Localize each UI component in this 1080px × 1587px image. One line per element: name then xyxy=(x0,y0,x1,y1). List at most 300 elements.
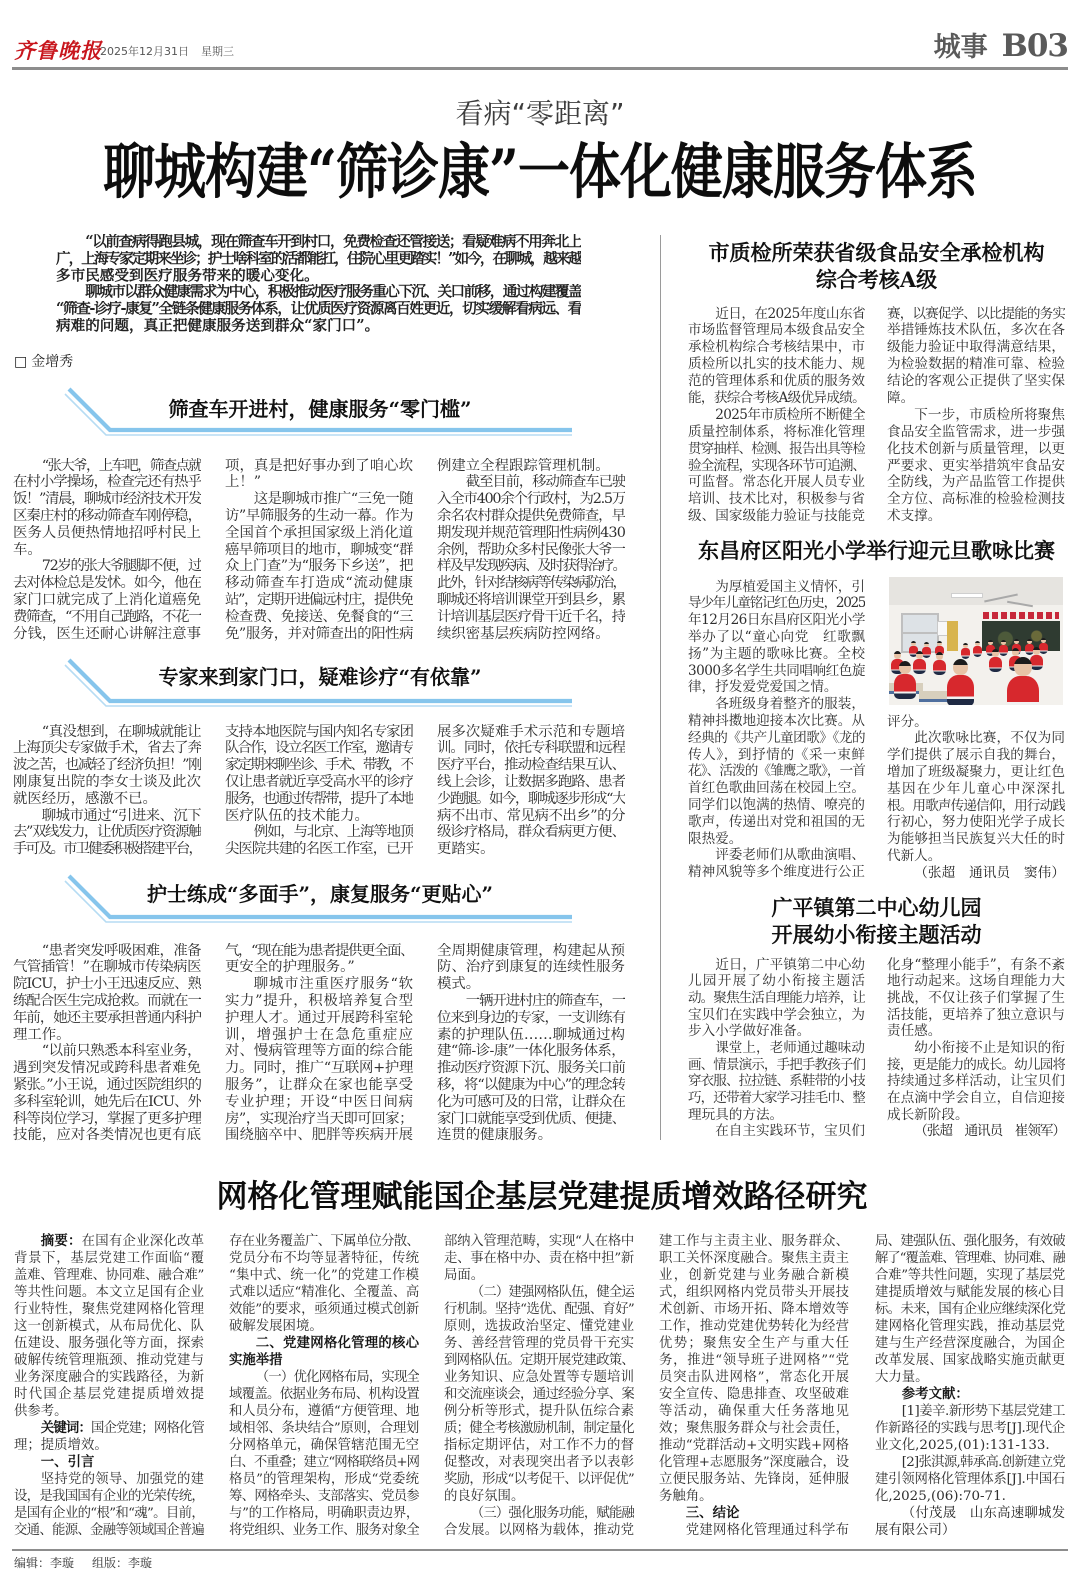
line-text: 域相邻、条块结合”原则，合理划 xyxy=(229,1420,419,1436)
text-line xyxy=(225,558,413,575)
line-text: 实力”提升，积极培养复合型 xyxy=(225,992,413,1009)
line-text: 化为可感可及的日常，让群众在 xyxy=(437,1093,625,1110)
text-line xyxy=(437,626,625,643)
text-line xyxy=(887,798,1065,815)
line-text: 去对体检总是发怵。如今，他在 xyxy=(13,575,201,592)
line-text: 素的护理队伍……聊城通过构 xyxy=(437,1026,625,1043)
text-line xyxy=(225,959,413,976)
text-line xyxy=(887,1107,1065,1124)
text-line xyxy=(887,458,1065,475)
line-text: 余名农村群众提供免费筛查，早 xyxy=(437,507,625,524)
text-line xyxy=(444,1420,634,1437)
line-text: 例建立全程跟踪管理机制。 xyxy=(437,457,610,474)
text-line xyxy=(444,1250,634,1267)
text-line xyxy=(887,1090,1065,1107)
text-line xyxy=(688,1123,865,1140)
text-line xyxy=(437,808,625,825)
headline-line: 综合考核A级 xyxy=(815,267,938,292)
line-text: 3000多名学生共同唱响红色旋 xyxy=(688,662,865,679)
line-text: 入全市400余个行政村，为2.5万 xyxy=(437,491,625,508)
line-text: 参考文献： xyxy=(901,1386,969,1402)
subheading-line xyxy=(229,1352,419,1369)
line-text: 家定期来聊坐诊、手术、带教，不 xyxy=(225,757,413,774)
text-line xyxy=(444,1233,634,1250)
line-text: 聊城市注重医疗服务“软 xyxy=(253,976,413,993)
line-text: 防、治疗到康复的连续性服务 xyxy=(437,959,625,976)
text-line xyxy=(688,474,865,491)
line-text: 二、党建网格化管理的核心 xyxy=(255,1335,419,1351)
text-line xyxy=(659,1284,849,1301)
text-line xyxy=(225,592,413,609)
text-line xyxy=(56,284,581,301)
text-line xyxy=(688,1007,865,1024)
text-line xyxy=(225,1127,413,1144)
line-text: 服务”，让群众在家也能享受 xyxy=(225,1076,413,1093)
text-line xyxy=(13,1010,201,1027)
text-line xyxy=(688,390,865,407)
line-text: 学们提供了展示自我的舞台， xyxy=(887,747,1065,764)
line-text: 走、事在格中办、责在格中担”新 xyxy=(444,1250,634,1266)
subheading-line xyxy=(875,1386,1065,1403)
text-line xyxy=(13,626,201,643)
line-text: 验全流程，实现各环节可追溯、 xyxy=(688,457,865,474)
line-text: 行初心，努力使阳光学子成长 xyxy=(887,814,1065,831)
line-text: 更踏实。 xyxy=(437,841,495,858)
text-line xyxy=(437,609,625,626)
line-text: 指标定期评估，对工作不力的督 xyxy=(444,1437,634,1453)
line-text: 全国首个承担国家级上消化道 xyxy=(225,524,413,541)
text-line xyxy=(14,1301,204,1318)
subheading-line xyxy=(14,1454,204,1471)
red-banner xyxy=(983,612,1059,619)
text-line xyxy=(225,575,413,592)
text-line xyxy=(229,1471,419,1488)
text-line xyxy=(887,973,1065,990)
author-byline xyxy=(14,353,73,371)
line-text: “真没想到，在聊城就能让 xyxy=(41,723,201,740)
line-text: “筛查-诊疗-康复”全链条健康服务体系，让优质医疗资源离百姓更近，切实缓解看病远、看 xyxy=(56,301,581,318)
line-text: 下一步，市质检所将聚焦 xyxy=(914,406,1065,423)
text-line xyxy=(225,525,413,542)
section-2-column-2 xyxy=(225,724,413,858)
line-text: 余例，帮助众多村民像张大爷一 xyxy=(437,541,625,558)
line-text: 房”，实现治疗当天即可回家； xyxy=(225,1110,413,1127)
text-line xyxy=(887,1023,1065,1040)
ceiling-fan xyxy=(1007,601,1033,607)
line-text: 合难”等共性问题，实现了基层党 xyxy=(875,1267,1065,1283)
text-line xyxy=(659,1437,849,1454)
text-line xyxy=(225,458,413,475)
news-2-column-1 xyxy=(688,579,865,881)
line-text: 围绕脑卒中、肥胖等疾病开展 xyxy=(225,1127,413,1144)
line-text: 业务深度融合的实践路径，为新 xyxy=(14,1369,204,1385)
text-line xyxy=(14,1488,204,1505)
line-text: 根。用歌声传递信仰，用行动践 xyxy=(887,797,1065,814)
text-line xyxy=(659,1420,849,1437)
line-text: 效能”的要求，亟须通过模式创新 xyxy=(229,1301,419,1317)
line-text: 供参考。 xyxy=(14,1403,68,1419)
text-line xyxy=(13,959,201,976)
line-text: 培训、技术比对，积极参与省 xyxy=(688,491,865,508)
text-line xyxy=(887,407,1065,424)
text-line xyxy=(659,1369,849,1386)
classroom-door xyxy=(947,621,958,651)
text-line xyxy=(659,1488,849,1505)
line-text: 地行动起来。这场自理能力大 xyxy=(887,973,1065,990)
text-line xyxy=(688,595,865,612)
news-3-byline: （张超 通讯员 崔领军） xyxy=(914,1123,1065,1140)
text-line xyxy=(225,791,413,808)
line-text: 训。同时，依托专科联盟和远程 xyxy=(437,740,625,757)
text-line xyxy=(225,976,413,993)
text-line xyxy=(225,757,413,774)
line-text: 举办了以“童心向党 红歌飘 xyxy=(688,628,865,645)
text-line xyxy=(225,774,413,791)
text-line xyxy=(13,491,201,508)
text-line xyxy=(13,575,201,592)
line-text: 例分析等形式，提升队伍综合素 xyxy=(444,1403,634,1419)
text-line xyxy=(688,373,865,390)
line-text: 饭！”清晨，聊城市经济技术开发 xyxy=(13,491,201,508)
line-text: 限热爱。 xyxy=(688,830,743,847)
text-line xyxy=(875,1369,1065,1386)
text-line xyxy=(887,781,1065,798)
text-line xyxy=(437,774,625,791)
line-text: 课堂上，老师通过趣味动 xyxy=(715,1040,865,1057)
section-2-column-1 xyxy=(13,724,201,858)
line-text: 上！” xyxy=(225,474,262,491)
line-text: 立便民服务站、先锋岗，延伸服 xyxy=(659,1471,849,1487)
line-text: 盖难、管理难、协同难、融合难” xyxy=(14,1267,204,1283)
newspaper-logo: 齐鲁晚报 xyxy=(14,38,102,63)
line-text: 化身“整理小能手”，有条不紊 xyxy=(887,956,1065,973)
text-line xyxy=(875,1403,1065,1420)
text-line xyxy=(688,1040,865,1057)
section-page-tag xyxy=(934,28,1068,64)
page-number: B03 xyxy=(1001,28,1068,64)
text-line xyxy=(688,322,865,339)
text-line xyxy=(444,1386,634,1403)
text-line xyxy=(688,612,865,629)
line-text: 务，推进“领导班子进网格”“党 xyxy=(659,1352,849,1368)
page-footer xyxy=(14,1555,152,1571)
text-line xyxy=(688,696,865,713)
text-line xyxy=(225,542,413,559)
line-text: 等活动，确保重大任务落地见 xyxy=(659,1403,849,1419)
text-line xyxy=(437,491,625,508)
line-text: 病难的问题，真正把健康服务送到群众“家门口”。 xyxy=(56,317,380,334)
text-line xyxy=(875,1505,1065,1522)
line-text: 原则，选拔政治坚定、懂党建业 xyxy=(444,1318,634,1334)
text-line xyxy=(688,864,865,881)
text-line xyxy=(688,356,865,373)
text-line xyxy=(229,1284,419,1301)
section-heading-3: 护士练成“多面手”，康复服务“更贴心” xyxy=(146,882,493,906)
line-text: 项，真是把好事办到了咱心坎 xyxy=(225,457,413,474)
line-text: 位来到身边的专家，一支训练有 xyxy=(437,1009,625,1026)
text-line xyxy=(13,1027,201,1044)
bottom-article-column-3 xyxy=(444,1233,634,1539)
line-text: 癌早筛项目的地市，聊城变“群 xyxy=(225,541,413,558)
text-line xyxy=(688,730,865,747)
text-line xyxy=(225,993,413,1010)
line-text: 站”，定期开进偏远村庄，提供免 xyxy=(225,591,413,608)
editor-credit: 编辑：李璇 xyxy=(14,1556,75,1570)
line-text: 在自主实践环节，宝贝们 xyxy=(715,1123,865,1140)
text-line xyxy=(229,1420,419,1437)
text-line xyxy=(13,1060,201,1077)
line-text: 式，组织网格内党员带头开展技 xyxy=(659,1284,849,1300)
text-line xyxy=(229,1522,419,1539)
line-text: 导少年儿童铭记红色历史，2025 xyxy=(688,595,865,612)
line-text: 代新人。 xyxy=(887,847,942,864)
line-text: 宝贝们在实践中学会独立，为 xyxy=(688,1006,865,1023)
line-text: 挑战，不仅让孩子们掌握了生 xyxy=(887,989,1065,1006)
text-line xyxy=(437,824,625,841)
lead-label: 关键词： xyxy=(40,1420,92,1436)
line-text: 免”服务，并对筛查出的阳性病 xyxy=(225,625,413,642)
text-line xyxy=(887,814,1065,831)
text-line xyxy=(659,1233,849,1250)
text-line xyxy=(56,268,581,285)
line-text: 这一创新模式，从布局优化、队 xyxy=(14,1318,204,1334)
text-line xyxy=(688,424,865,441)
text-line xyxy=(13,774,201,791)
text-line xyxy=(875,1301,1065,1318)
text-line xyxy=(688,973,865,990)
text-line xyxy=(437,1027,625,1044)
line-text: 聊城市通过“引进来、沉下 xyxy=(41,807,201,824)
bottom-article-headline: 网格化管理赋能国企基层党建提质增效路径研究 xyxy=(216,1179,868,1215)
line-text: （三）强化服务功能，赋能融 xyxy=(470,1505,634,1521)
text-line xyxy=(225,841,413,858)
weekday-text: 星期三 xyxy=(201,45,234,58)
text-line xyxy=(13,841,201,858)
text-line xyxy=(437,1127,625,1144)
line-text: 医疗队伍的技术能力。 xyxy=(225,807,369,824)
text-line xyxy=(225,1043,413,1060)
headline-line: 开展幼小衔接主题活动 xyxy=(771,921,982,947)
text-line xyxy=(688,508,865,525)
text-line xyxy=(13,474,201,491)
text-line xyxy=(14,1369,204,1386)
line-text: 为能够担当民族复兴大任的时 xyxy=(887,831,1065,848)
bottom-article-column-4 xyxy=(659,1233,849,1539)
line-text: 效；聚焦服务群众与社会责任， xyxy=(659,1420,849,1436)
text-line xyxy=(437,993,625,1010)
line-text: 行业特性，聚焦党建网格化管理 xyxy=(14,1301,204,1317)
text-line xyxy=(13,1043,201,1060)
line-text: 三、结论 xyxy=(685,1505,740,1521)
text-line xyxy=(444,1284,634,1301)
text-line xyxy=(13,525,201,542)
text-line xyxy=(659,1403,849,1420)
line-text: 改革发展、国家战略实施贡献更 xyxy=(875,1352,1065,1368)
line-text: 更安全的护理服务。” xyxy=(225,959,355,976)
line-text: 将党组织、业务工作、服务对象全 xyxy=(229,1522,419,1538)
line-text: 级诊疗格局，群众看病更方便、 xyxy=(437,824,625,841)
line-text: 在国有企业深化改革 xyxy=(81,1233,204,1249)
line-text: 车。 xyxy=(13,541,42,558)
line-text: 力。同时，推广“互联网+护理 xyxy=(225,1060,413,1077)
line-text: 接，更是能力的成长。幼儿园将 xyxy=(887,1056,1065,1073)
subheading-line xyxy=(229,1335,419,1352)
text-line xyxy=(13,609,201,626)
line-text: 为厚植爱国主义情怀，引 xyxy=(715,578,865,595)
line-text: 务触角。 xyxy=(659,1488,713,1504)
text-line xyxy=(688,579,865,596)
text-line xyxy=(14,1471,204,1488)
line-text: 破解传统管理瓶颈、推动党建与 xyxy=(14,1352,204,1368)
section-2-column-3 xyxy=(437,724,625,858)
line-text: “以前查病得跑县城，现在筛查车开到村口，免费检查还管接送；看疑难病不用奔北上 xyxy=(85,234,581,250)
line-text: 首红色歌曲回荡在校园上空。 xyxy=(688,780,865,797)
text-line xyxy=(875,1250,1065,1267)
text-line xyxy=(13,824,201,841)
text-line xyxy=(887,714,1065,731)
text-line xyxy=(14,1250,204,1267)
line-text: 队合作，设立名医工作室，邀请专 xyxy=(225,740,413,757)
line-text: 多科室轮训，她先后在ICU、外 xyxy=(13,1093,201,1110)
line-text: 计培训基层医疗骨干近千名，持 xyxy=(437,608,625,625)
text-line xyxy=(14,1284,204,1301)
text-line xyxy=(887,373,1065,390)
text-line xyxy=(437,976,625,993)
line-text: 近日，广平镇第二中心幼 xyxy=(715,956,865,973)
text-line xyxy=(14,1522,204,1539)
line-text: 扬”为主题的歌咏比赛。全校 xyxy=(688,645,865,662)
line-text: 党建网格化管理通过科学布 xyxy=(685,1522,849,1538)
text-line xyxy=(887,1073,1065,1090)
line-text: 展多次疑难手术示范和专题培 xyxy=(437,723,625,740)
classroom-photo xyxy=(889,577,1063,705)
text-line xyxy=(229,1488,419,1505)
text-line xyxy=(444,1318,634,1335)
text-line xyxy=(444,1352,634,1369)
text-line xyxy=(437,542,625,559)
line-text: 建提质增效与赋能发展的核心目 xyxy=(875,1284,1065,1300)
text-line xyxy=(887,957,1065,974)
text-line xyxy=(225,508,413,525)
line-text: 区秦庄村的移动筛查车刚停稳， xyxy=(13,507,201,524)
text-line xyxy=(688,814,865,831)
line-text: 举措锤炼技术队伍，多次在各 xyxy=(887,322,1065,339)
line-text: 国企党建；网格化管 xyxy=(91,1420,204,1436)
line-text: 波之苦，也减轻了经济负担！”刚 xyxy=(13,757,201,774)
line-text: 支持本地医院与国内知名专家团 xyxy=(225,723,413,740)
line-text: 坚持党的领导、加强党的建 xyxy=(40,1471,204,1487)
line-text: 职工关怀深度融合。聚焦主责主 xyxy=(659,1250,849,1266)
line-text: 年12月26日东昌府区阳光小学 xyxy=(688,612,865,629)
line-text: 传人》，到抒情的《采一束鲜 xyxy=(688,746,865,763)
line-text: 理工作。 xyxy=(13,1026,71,1043)
text-line xyxy=(887,424,1065,441)
line-text: 伍建设、服务强化等方面，探索 xyxy=(14,1335,204,1351)
line-text: 这是聊城市推广“三免一随 xyxy=(253,491,413,508)
line-text: 工作，推动党建优势转化为经营 xyxy=(659,1318,849,1334)
text-line xyxy=(688,306,865,323)
line-text: 全方位、高标准的检验检测技 xyxy=(887,491,1065,508)
line-text: 线上会诊，让数据多跑路、患者 xyxy=(437,773,625,790)
line-text: 式难以适应“精准化、全覆盖、高 xyxy=(229,1284,419,1300)
text-line xyxy=(229,1267,419,1284)
line-text: 活技能，更培养了独立意识与 xyxy=(887,1006,1065,1023)
line-text: 贯穿抽样、检测、报告出具等检 xyxy=(688,440,865,457)
line-text: 聊城市以群众健康需求为中心，积极推动医疗服务重心下沉、关口前移，通过构建覆盖 xyxy=(85,284,581,301)
line-text: 家门口就能享受到优质、便捷、 xyxy=(437,1110,625,1127)
text-line xyxy=(688,663,865,680)
text-line xyxy=(14,1318,204,1335)
text-line xyxy=(225,474,413,491)
byline-mark: □ xyxy=(14,354,28,370)
line-text: 理；提质增效。 xyxy=(14,1437,108,1453)
line-text: 多市民感受到医疗服务带来的暖心变化。 xyxy=(56,267,319,284)
text-line xyxy=(13,1127,201,1144)
text-line xyxy=(887,730,1065,747)
line-text: 是国有企业的“根”和“魂”。目前， xyxy=(14,1505,204,1521)
text-line xyxy=(688,1057,865,1074)
line-text: 评委老师们从歌曲演唱、 xyxy=(715,847,865,864)
text-line xyxy=(887,306,1065,323)
text-line xyxy=(875,1318,1065,1335)
text-line xyxy=(437,757,625,774)
text-line xyxy=(444,1505,634,1522)
text-line xyxy=(229,1301,419,1318)
line-text: 各班级身着整齐的服装， xyxy=(715,696,865,713)
column-divider xyxy=(660,235,661,1140)
text-line xyxy=(688,780,865,797)
text-line xyxy=(56,301,581,318)
text-line xyxy=(688,646,865,663)
text-line xyxy=(688,679,865,696)
line-text: 与”的工作格局，明确职责边界， xyxy=(229,1505,419,1521)
line-text: 专业护理；开设“中医日间病 xyxy=(225,1093,413,1110)
line-text: 医疗平台，推动检查结果互认、 xyxy=(437,757,625,774)
text-line xyxy=(13,558,201,575)
text-line xyxy=(437,575,625,592)
text-line xyxy=(14,1403,204,1420)
text-line xyxy=(437,458,625,475)
line-text: 分钱，医生还耐心讲解注意事 xyxy=(13,625,201,642)
text-line xyxy=(225,491,413,508)
line-text: 质检所以扎实的技术能力、规 xyxy=(688,356,865,373)
text-line xyxy=(659,1318,849,1335)
text-line xyxy=(875,1335,1065,1352)
text-line xyxy=(437,1077,625,1094)
text-line xyxy=(444,1335,634,1352)
line-text: 部纳入管理范畴，实现“人在格中 xyxy=(444,1233,634,1249)
text-line xyxy=(659,1352,849,1369)
line-text: 一辆开进村庄的筛查车，一 xyxy=(465,992,625,1009)
text-line xyxy=(444,1437,634,1454)
text-line xyxy=(444,1454,634,1471)
line-text: 实施举措 xyxy=(229,1352,283,1368)
text-line xyxy=(887,491,1065,508)
text-line xyxy=(444,1522,634,1539)
line-text: 和交流座谈会，通过经验分享、案 xyxy=(444,1386,634,1402)
student xyxy=(961,643,970,659)
line-text: 增加了班级凝聚力，更让红色 xyxy=(887,763,1065,780)
line-text: 访”早筛服务的生动一幕。作为 xyxy=(225,507,413,524)
text-line xyxy=(887,848,1065,865)
line-text: 尖医院共建的名医工作室，已开 xyxy=(225,841,413,858)
section-3-column-2 xyxy=(225,943,413,1145)
line-text: 移，将“以健康为中心”的理念转 xyxy=(437,1076,625,1093)
text-line xyxy=(229,1318,419,1335)
text-line xyxy=(437,959,625,976)
line-text: 赛，以赛促学、以比提能的务实 xyxy=(887,305,1065,322)
text-line xyxy=(659,1454,849,1471)
